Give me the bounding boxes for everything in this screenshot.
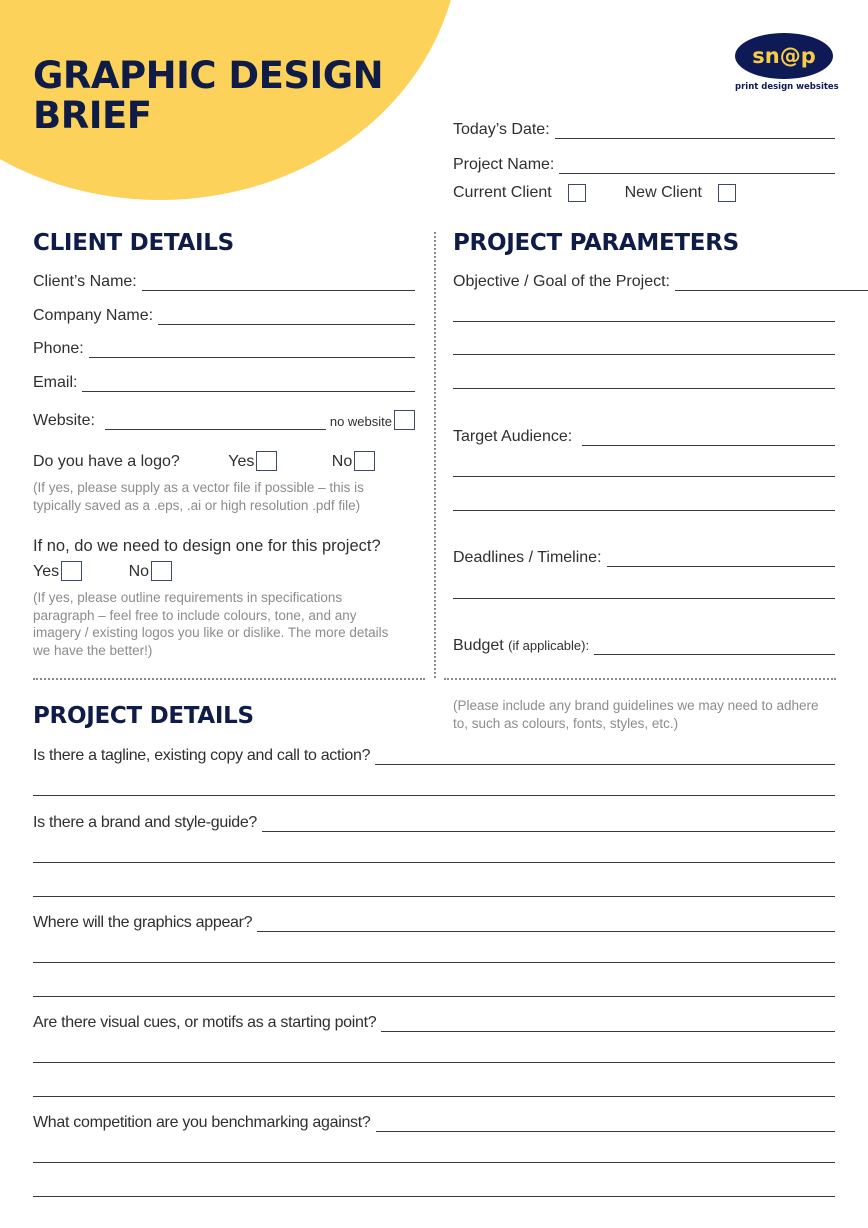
budget-sub-label: (if applicable): — [508, 638, 590, 653]
question-competition-line-3[interactable] — [33, 1196, 835, 1197]
deadlines-label: Deadlines / Timeline: — [453, 549, 602, 566]
logo-question-label: Do you have a logo? — [33, 453, 180, 470]
design-answer-row — [33, 561, 172, 581]
question-style-guide-input[interactable] — [262, 813, 835, 832]
logo-yes-label: Yes — [228, 453, 255, 470]
title-line-2: BRIEF — [33, 94, 152, 137]
question-visual-cues-field — [33, 1013, 835, 1032]
target-audience-input[interactable] — [582, 427, 835, 446]
current-client-checkbox[interactable] — [568, 184, 586, 202]
objective-line-3[interactable] — [453, 354, 835, 355]
company-name-label: Company Name: — [33, 307, 154, 324]
horizontal-divider-left — [33, 678, 425, 680]
objective-input[interactable] — [675, 272, 868, 291]
project-details-heading: PROJECT DETAILS — [33, 703, 254, 729]
target-audience-label: Target Audience: — [453, 428, 573, 445]
no-website-label: no website — [329, 414, 392, 429]
question-visual-cues-line-3[interactable] — [33, 1096, 835, 1097]
question-graphics-appear-line-2[interactable] — [33, 962, 835, 963]
question-tagline-field — [33, 746, 835, 765]
design-no-checkbox[interactable] — [151, 561, 172, 581]
client-details-heading: CLIENT DETAILS — [33, 230, 234, 256]
question-tagline-input[interactable] — [375, 746, 835, 765]
logo-question-row — [33, 451, 375, 471]
logo-no-label: No — [331, 453, 353, 470]
question-tagline-label: Is there a tagline, existing copy and call to action? — [33, 747, 371, 764]
email-input[interactable] — [82, 373, 415, 392]
new-client-checkbox[interactable] — [718, 184, 736, 202]
no-website-checkbox[interactable] — [394, 410, 415, 430]
question-competition-line-2[interactable] — [33, 1162, 835, 1163]
budget-field — [453, 636, 835, 655]
website-field — [33, 410, 415, 430]
project-name-label: Project Name: — [453, 156, 555, 173]
horizontal-divider-right — [444, 678, 836, 680]
todays-date-input[interactable] — [555, 120, 835, 139]
project-name-field — [453, 155, 835, 174]
question-style-guide-label: Is there a brand and style-guide? — [33, 814, 258, 831]
logo-tagline: print design websites — [735, 82, 839, 92]
question-competition-field — [33, 1113, 835, 1132]
design-note: (If yes, please outline requirements in specifications paragraph – feel free to include colours, tone, and any imagery / existing logos you like or dislike. The more details we have the better!) — [33, 590, 389, 658]
phone-label: Phone: — [33, 340, 84, 357]
design-question-label: If no, do we need to design one for this project? — [33, 537, 381, 555]
target-audience-line-2[interactable] — [453, 476, 835, 477]
target-audience-line-3[interactable] — [453, 510, 835, 511]
question-style-guide-field — [33, 813, 835, 832]
phone-input[interactable] — [89, 339, 415, 358]
logo-yes-checkbox[interactable] — [256, 451, 277, 471]
objective-line-2[interactable] — [453, 321, 835, 322]
question-visual-cues-input[interactable] — [381, 1013, 835, 1032]
design-no-label: No — [128, 563, 150, 580]
clients-name-label: Client’s Name: — [33, 273, 137, 290]
deadlines-line-2[interactable] — [453, 598, 835, 599]
snap-logo — [735, 33, 839, 92]
question-competition-input[interactable] — [376, 1113, 835, 1132]
logo-note: (If yes, please supply as a vector file if possible – this is typically saved as a .eps, .ai or high resolution .pdf file) — [33, 480, 364, 513]
design-yes-checkbox[interactable] — [61, 561, 82, 581]
logo-oval — [735, 33, 833, 79]
objective-line-4[interactable] — [453, 388, 835, 389]
new-client-label: New Client — [624, 184, 702, 201]
vertical-divider — [434, 232, 436, 678]
phone-field — [33, 339, 415, 358]
question-graphics-appear-line-3[interactable] — [33, 996, 835, 997]
question-graphics-appear-input[interactable] — [257, 913, 835, 932]
project-name-input[interactable] — [559, 155, 835, 174]
email-field — [33, 373, 415, 392]
company-name-input[interactable] — [158, 306, 415, 325]
logo-text: sn@p — [752, 44, 816, 68]
design-yes-label: Yes — [33, 563, 60, 580]
question-style-guide-line-2[interactable] — [33, 862, 835, 863]
brand-guidelines-note: (Please include any brand guidelines we may need to adhere to, such as colours, fonts, styles, etc.) — [453, 698, 819, 731]
website-label: Website: — [33, 412, 95, 429]
objective-field — [453, 272, 835, 291]
budget-input[interactable] — [594, 636, 835, 655]
question-graphics-appear-field — [33, 913, 835, 932]
clients-name-input[interactable] — [142, 272, 415, 291]
deadlines-field — [453, 548, 835, 567]
question-graphics-appear-label: Where will the graphics appear? — [33, 914, 253, 931]
company-name-field — [33, 306, 415, 325]
clients-name-field — [33, 272, 415, 291]
logo-no-checkbox[interactable] — [354, 451, 375, 471]
question-visual-cues-line-2[interactable] — [33, 1062, 835, 1063]
page-title — [33, 56, 383, 136]
objective-label: Objective / Goal of the Project: — [453, 273, 670, 290]
todays-date-field — [453, 120, 835, 139]
deadlines-input[interactable] — [607, 548, 835, 567]
email-label: Email: — [33, 374, 78, 391]
target-audience-field — [453, 427, 835, 446]
budget-label: Budget — [453, 637, 504, 654]
todays-date-label: Today’s Date: — [453, 121, 550, 138]
website-input[interactable] — [105, 411, 326, 430]
question-visual-cues-label: Are there visual cues, or motifs as a starting point? — [33, 1014, 377, 1031]
question-competition-label: What competition are you benchmarking against? — [33, 1114, 371, 1131]
title-line-1: GRAPHIC DESIGN — [33, 54, 384, 97]
client-type-row — [453, 184, 736, 202]
question-tagline-line-2[interactable] — [33, 795, 835, 796]
current-client-label: Current Client — [453, 184, 552, 201]
project-parameters-heading: PROJECT PARAMETERS — [453, 230, 739, 256]
question-style-guide-line-3[interactable] — [33, 896, 835, 897]
